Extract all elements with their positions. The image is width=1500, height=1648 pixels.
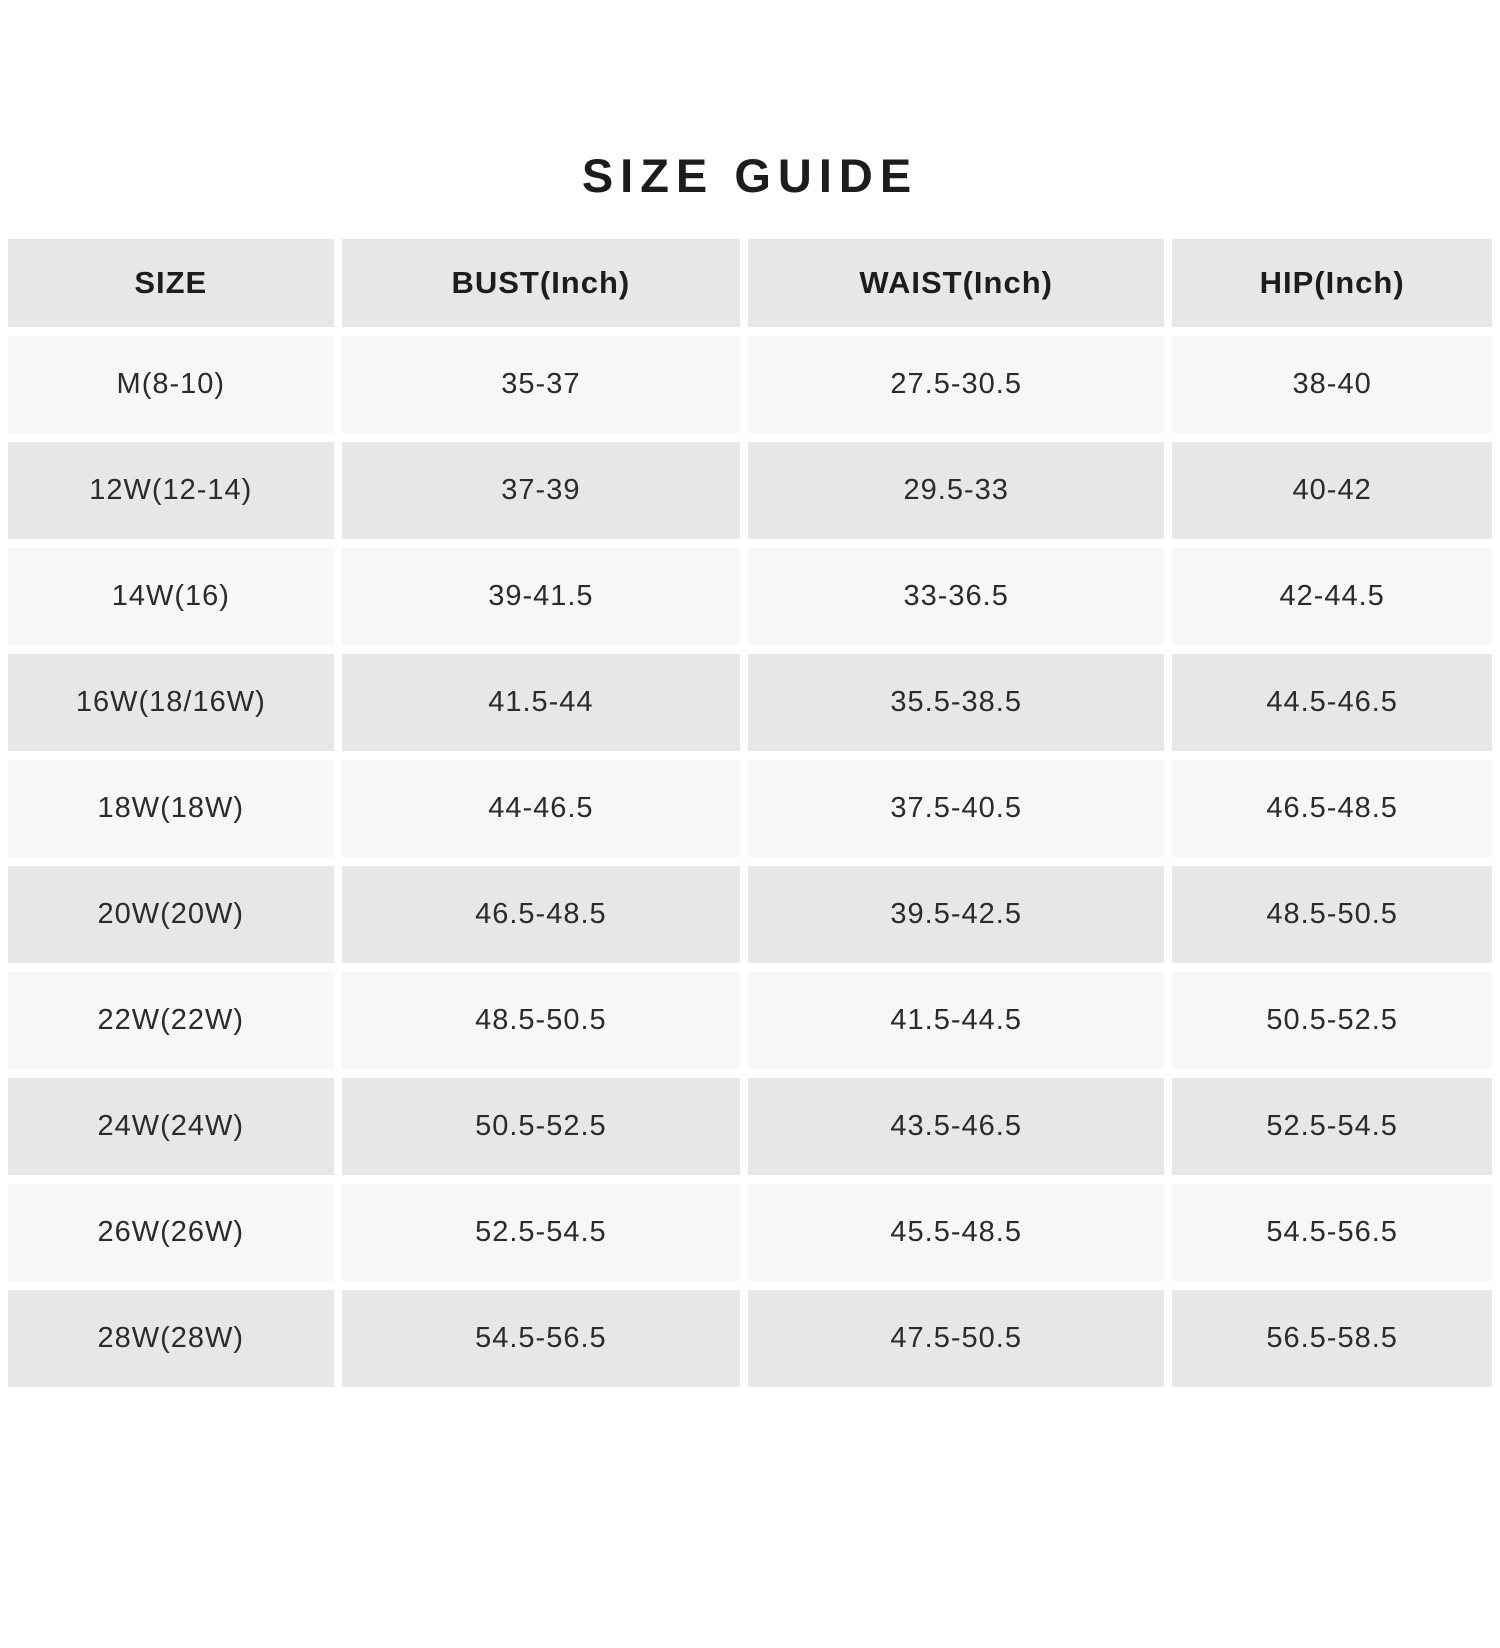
column-header-bust: BUST(Inch) xyxy=(342,239,741,327)
hip-cell: 52.5-54.5 xyxy=(1172,1078,1492,1175)
bust-cell: 39-41.5 xyxy=(342,548,741,645)
waist-cell: 41.5-44.5 xyxy=(748,972,1164,1069)
bust-cell: 46.5-48.5 xyxy=(342,866,741,963)
waist-cell: 33-36.5 xyxy=(748,548,1164,645)
bust-cell: 41.5-44 xyxy=(342,654,741,751)
hip-cell: 44.5-46.5 xyxy=(1172,654,1492,751)
size-cell: 20W(20W) xyxy=(8,866,334,963)
size-cell: 22W(22W) xyxy=(8,972,334,1069)
hip-cell: 46.5-48.5 xyxy=(1172,760,1492,857)
table-row xyxy=(8,1184,1492,1281)
size-cell: 24W(24W) xyxy=(8,1078,334,1175)
waist-cell: 47.5-50.5 xyxy=(748,1290,1164,1387)
size-cell: 16W(18/16W) xyxy=(8,654,334,751)
waist-cell: 29.5-33 xyxy=(748,442,1164,539)
bust-cell: 48.5-50.5 xyxy=(342,972,741,1069)
hip-cell: 54.5-56.5 xyxy=(1172,1184,1492,1281)
table-row xyxy=(8,972,1492,1069)
size-cell: 18W(18W) xyxy=(8,760,334,857)
hip-cell: 38-40 xyxy=(1172,336,1492,433)
waist-cell: 35.5-38.5 xyxy=(748,654,1164,751)
size-cell: 12W(12-14) xyxy=(8,442,334,539)
column-header-hip: HIP(Inch) xyxy=(1172,239,1492,327)
hip-cell: 50.5-52.5 xyxy=(1172,972,1492,1069)
table-row xyxy=(8,866,1492,963)
size-table-header xyxy=(8,239,1492,327)
bust-cell: 44-46.5 xyxy=(342,760,741,857)
hip-cell: 56.5-58.5 xyxy=(1172,1290,1492,1387)
column-header-waist: WAIST(Inch) xyxy=(748,239,1164,327)
waist-cell: 45.5-48.5 xyxy=(748,1184,1164,1281)
hip-cell: 48.5-50.5 xyxy=(1172,866,1492,963)
size-cell: 14W(16) xyxy=(8,548,334,645)
bust-cell: 52.5-54.5 xyxy=(342,1184,741,1281)
table-row xyxy=(8,442,1492,539)
table-row xyxy=(8,1290,1492,1387)
size-guide-table xyxy=(0,230,1500,1396)
size-guide-page xyxy=(0,148,1500,1648)
size-cell: 28W(28W) xyxy=(8,1290,334,1387)
bust-cell: 50.5-52.5 xyxy=(342,1078,741,1175)
table-row xyxy=(8,1078,1492,1175)
header-row xyxy=(8,239,1492,327)
table-row xyxy=(8,760,1492,857)
size-table-body xyxy=(8,336,1492,1387)
table-row xyxy=(8,654,1492,751)
column-header-size: SIZE xyxy=(8,239,334,327)
waist-cell: 37.5-40.5 xyxy=(748,760,1164,857)
bust-cell: 37-39 xyxy=(342,442,741,539)
waist-cell: 43.5-46.5 xyxy=(748,1078,1164,1175)
size-cell: 26W(26W) xyxy=(8,1184,334,1281)
bust-cell: 35-37 xyxy=(342,336,741,433)
hip-cell: 42-44.5 xyxy=(1172,548,1492,645)
hip-cell: 40-42 xyxy=(1172,442,1492,539)
table-row xyxy=(8,548,1492,645)
bust-cell: 54.5-56.5 xyxy=(342,1290,741,1387)
size-cell: M(8-10) xyxy=(8,336,334,433)
waist-cell: 27.5-30.5 xyxy=(748,336,1164,433)
table-row xyxy=(8,336,1492,433)
page-title: SIZE GUIDE xyxy=(581,149,919,202)
waist-cell: 39.5-42.5 xyxy=(748,866,1164,963)
